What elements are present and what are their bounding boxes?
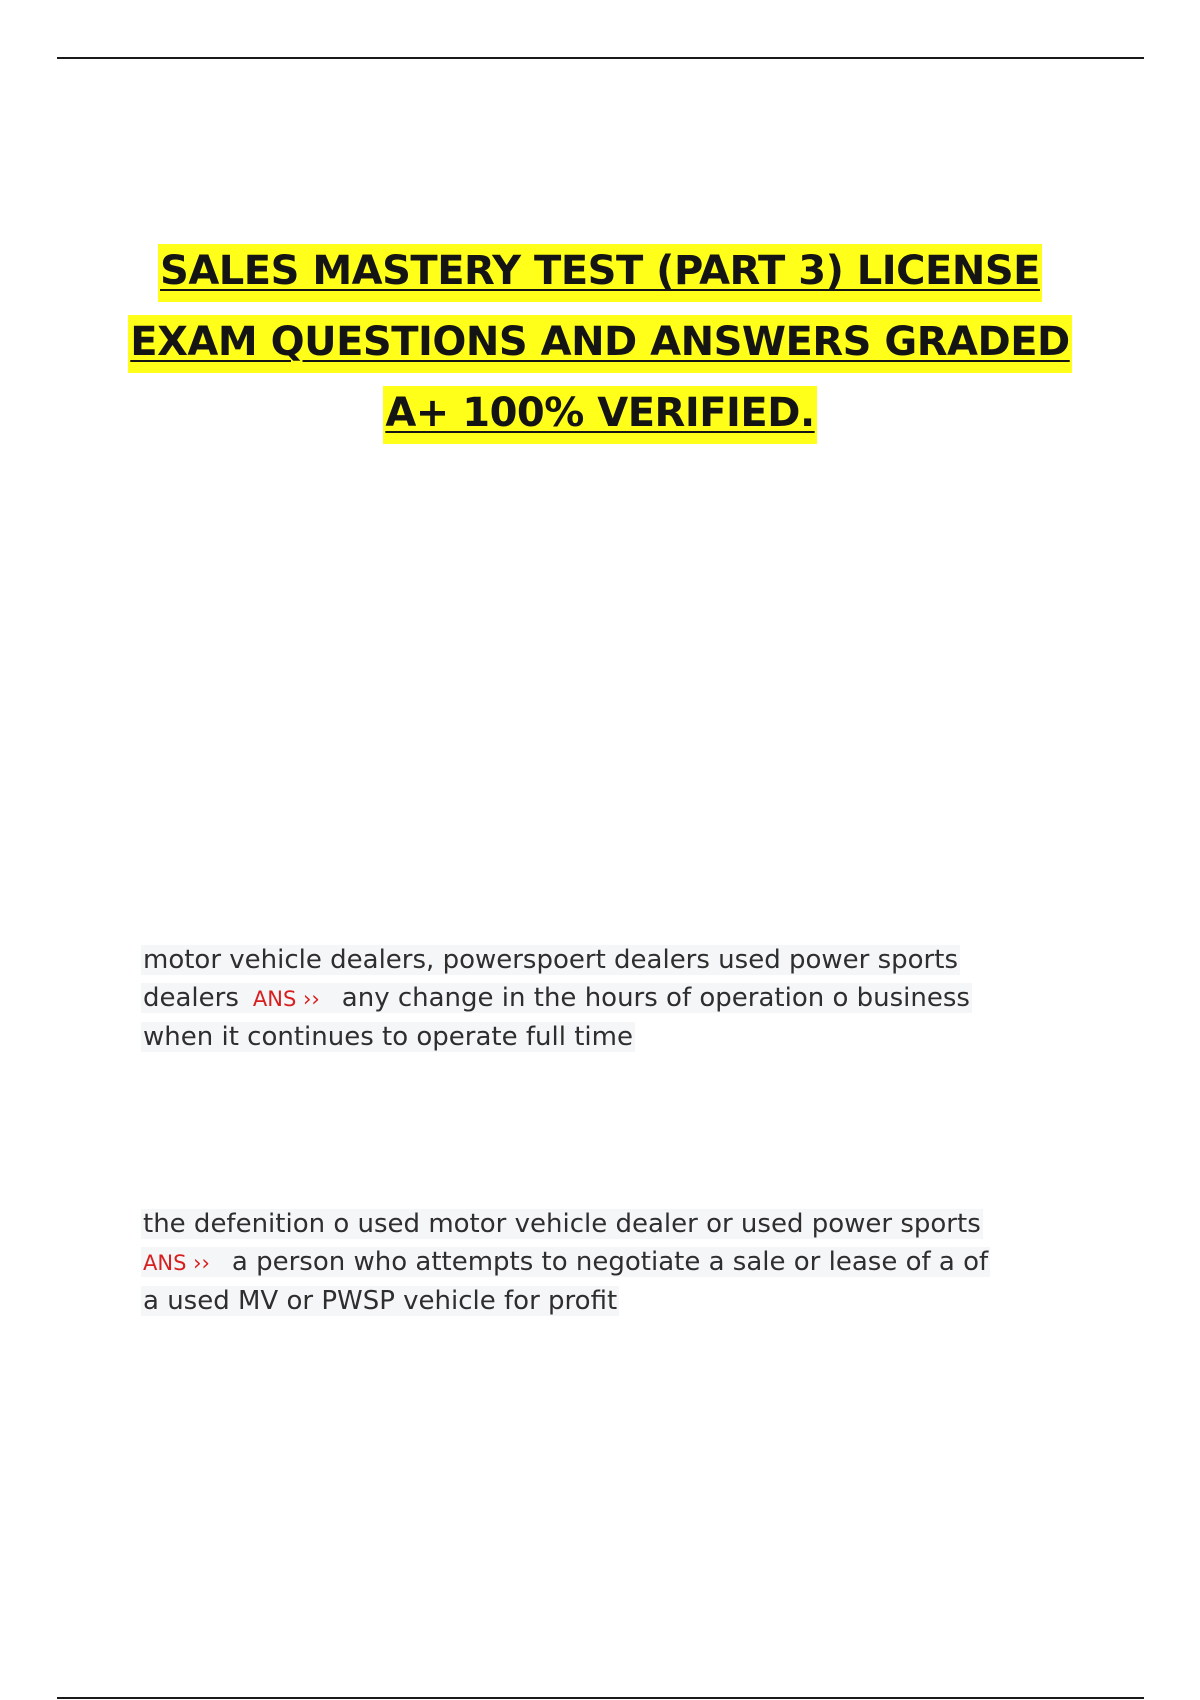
document-title — [100, 236, 1100, 449]
answer-text: a person who attempts to negotiate a sale or lease of a of — [231, 1247, 989, 1277]
question-text: motor vehicle dealers, powerspoert dealers used power sports — [143, 945, 958, 975]
question-text: dealers — [143, 983, 239, 1013]
title-line-2: EXAM QUESTIONS AND ANSWERS GRADED — [128, 315, 1071, 373]
qa-line — [141, 979, 1071, 1018]
title-line-1: SALES MASTERY TEST (PART 3) LICENSE — [158, 244, 1042, 302]
qa-line — [141, 1018, 1071, 1056]
title-line-3: A+ 100% VERIFIED. — [383, 386, 816, 444]
qa-line — [141, 1243, 1071, 1282]
answer-text: when it continues to operate full time — [143, 1022, 633, 1052]
answer-text: a used MV or PWSP vehicle for profit — [143, 1286, 618, 1316]
qa-line — [141, 941, 1071, 979]
qa-line — [141, 1282, 1071, 1320]
answer-text: any change in the hours of operation o business — [341, 983, 970, 1013]
answer-marker: ANS ›› — [252, 987, 320, 1011]
qa-line — [141, 1205, 1071, 1243]
question-text: the defenition o used motor vehicle dealer or used power sports — [143, 1209, 981, 1239]
bottom-rule — [57, 1697, 1144, 1699]
answer-marker: ANS ›› — [143, 1251, 210, 1275]
top-rule — [57, 57, 1144, 59]
qa-item-2 — [141, 1205, 1071, 1320]
qa-item-1 — [141, 941, 1071, 1056]
